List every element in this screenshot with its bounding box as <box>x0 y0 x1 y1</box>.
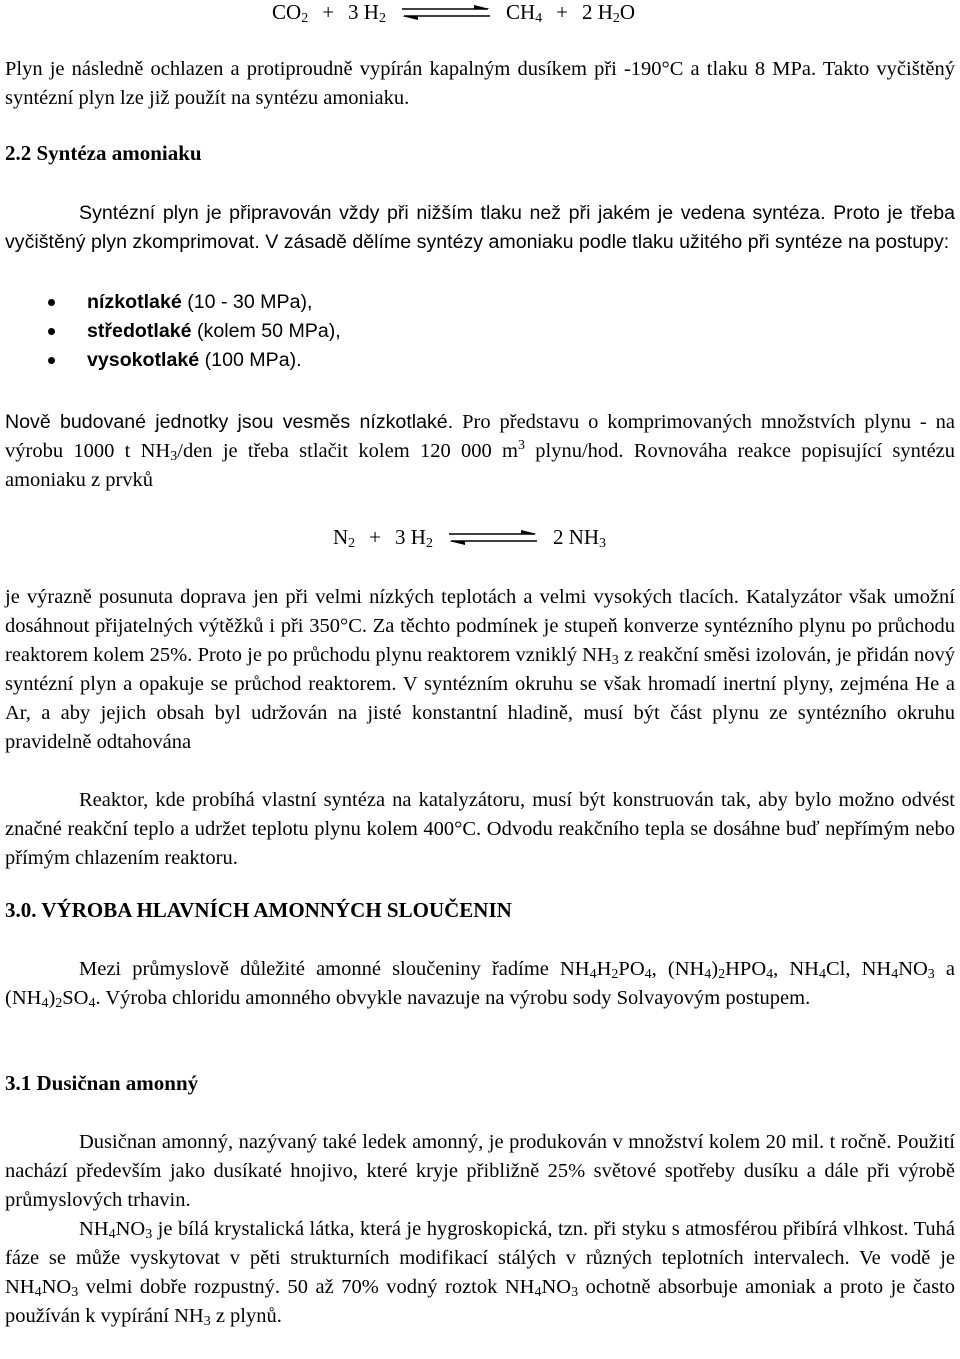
bullet-icon <box>48 328 55 335</box>
list-item: nízkotlaké (10 - 30 MPa), <box>0 288 341 317</box>
eq-plus: + <box>322 0 335 24</box>
paragraph-nitrate-properties: $NH_4NO_3$ je bílá krystalická látka, která je hygroskopická, tzn. při styku s atmosférou přibírá vlhkost. Tuhá fáze se může vyskytovat v pěti strukturních modifikací stálých v různých teplotních intervalech. Ve vodě je $NH_4NO_3$ velmi dobře rozpustný. 50 až 70% vodný roztok $NH_4NO_3$ ochotně absorbuje amoniak a proto je často používán k vypírání $NH_3$ z plynů. <box>5 1218 955 1330</box>
paragraph-purification: Plyn je následně ochlazen a protiproudně vypírán kapalným dusíkem při -190°C a tlaku 8 MPa. Takto vyčištěný syntézní plyn lze již použít na syntézu amoniaku. <box>5 58 955 110</box>
eq-ch4: $CH_4$ <box>505 0 543 26</box>
ammonia-synthesis-equation <box>333 525 606 550</box>
eq-co2: $CO_2$ <box>272 0 309 26</box>
paragraph-nitrate-production: Dusičnan amonný, nazývaný také ledek amonný, je produkován v množství kolem 20 mil. t ročně. Použití nachází především jako dusíkaté hnojivo, které kryje přibližně 25% světové spotřeby dusíku a dále při výrobě průmyslových trhavin. <box>5 1131 955 1212</box>
equilibrium-arrow-icon <box>400 4 492 22</box>
pressure-process-list <box>0 288 341 375</box>
paragraph-ammonium-salts: Mezi průmyslově důležité amonné sloučeniny řadíme $NH_4H_2PO_4$, $(NH_4)_2HPO_4$, $NH_4Cl$, $NH_4NO_3$ a $(NH_4)_2SO_4$. Výroba chloridu amonného obvykle navazuje na výrobu sody Solvayovým postupem. <box>5 958 955 1012</box>
paragraph-equilibrium: je výrazně posunuta doprava jen při velmi nízkých teplotách a velmi vysokých tlacích. Katalyzátor však umožní dosáhnout přijatelných výtěžků i při 350°C. Za těchto podmínek je stupeň konverze syntézního plynu po průchodu reaktorem kolem 25%. Proto je po průchodu plynu reaktorem vzniklý $NH_3$ z reakční směsi izolován, je přidán nový syntézní plyn a opakuje se průchod reaktorem. V syntézním okruhu se však hromadí inertní plyny, zejména He a Ar, a aby jejich obsah byl udržován na jisté konstantní hladině, musí být část plynu ze syntézního okruhu pravidelně odtahována <box>5 586 956 754</box>
heading-ammonia-synthesis: 2.2 Syntéza amoniaku <box>5 141 202 165</box>
eq-h2: 3 $H_2$ <box>395 525 433 551</box>
equilibrium-arrow-icon <box>447 529 539 547</box>
bullet-icon <box>48 299 55 306</box>
methanation-equation <box>272 0 635 25</box>
eq-nh3: 2 $NH_3$ <box>552 525 607 551</box>
paragraph-reactor: Reaktor, kde probíhá vlastní syntéza na katalyzátoru, musí být konstruován tak, aby bylo možno odvést značné reakční teplo a udržet teplotu plynu kolem 400°C. Odvodu reakčního tepla se dosáhne buď nepřímým nebo přímým chlazením reaktoru. <box>5 789 956 870</box>
paragraph-synthesis-intro: Syntézní plyn je připravován vždy při nižším tlaku než při jakém je vedena syntéza. Proto je třeba vyčištěný plyn zkomprimovat. V zásadě dělíme syntézy amoniaku podle tlaku užitého při syntéze na postupy: <box>5 202 955 254</box>
eq-n2: $N_2$ <box>333 525 356 551</box>
eq-plus: + <box>556 0 568 24</box>
eq-h2: 3 $H_2$ <box>348 0 386 26</box>
heading-ammonium-compounds: 3.0. VÝROBA HLAVNÍCH AMONNÝCH SLOUČENIN <box>5 898 512 922</box>
bullet-icon <box>48 357 55 364</box>
list-item: vysokotlaké (100 MPa). <box>0 346 341 375</box>
heading-ammonium-nitrate: 3.1 Dusičnan amonný <box>5 1071 199 1095</box>
eq-h2o: 2 $H_2O$ <box>581 0 636 26</box>
list-item: středotlaké (kolem 50 MPa), <box>0 317 341 346</box>
eq-plus: + <box>369 525 382 549</box>
paragraph-low-pressure-units: Nově budované jednotky jsou vesměs nízkotlaké. Pro představu o komprimovaných množstvích plynu - na výrobu 1000 t $NH_3$/den je třeba stlačit kolem 120 000 $m^3$ plynu/hod. Rovnováha reakce popisující syntézu amoniaku z prvků <box>5 411 956 492</box>
